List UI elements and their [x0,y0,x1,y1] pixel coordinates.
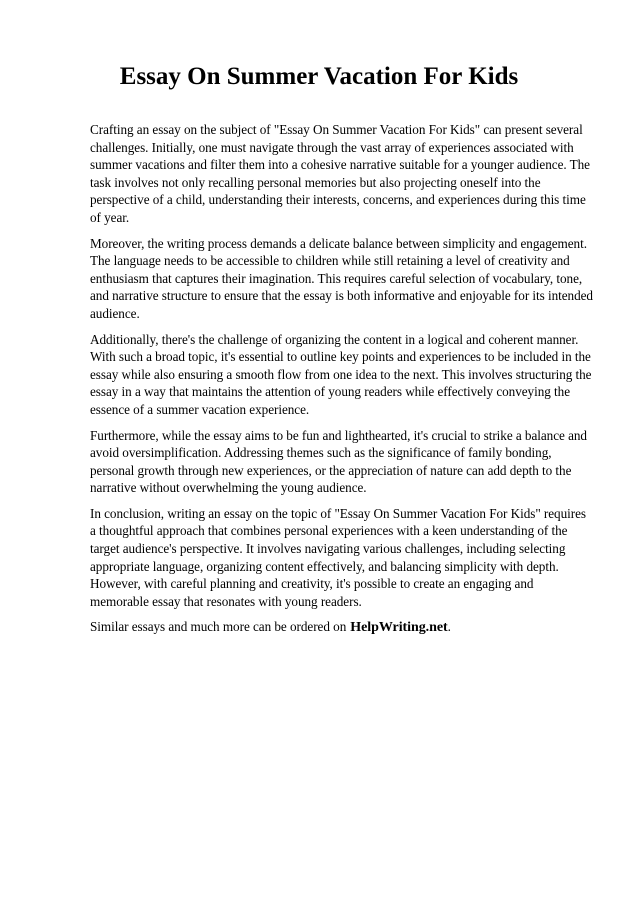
paragraph-4: Furthermore, while the essay aims to be fun and lighthearted, it's crucial to strike a balance and avoid oversimplification. Addressing themes such as the significance of family bonding, personal growth through new experiences, or the appreciation of nature can add depth to the narrative without overwhelming the young audience. [90,427,587,496]
order-note-text: Similar essays and much more can be ordered on [90,619,347,635]
document-title: Essay On Summer Vacation For Kids [119,63,519,90]
order-note [90,618,595,637]
paragraph-5: In conclusion, writing an essay on the topic of "Essay On Summer Vacation For Kids" requires a thoughtful approach that combines personal experiences with a keen understanding of the target audience's perspective. It involves navigating various challenges, including selecting appropriate language, organizing content effectively, and balancing simplicity with depth. However, with careful planning and creativity, it's possible to create an engaging and memorable essay that resonates with young readers. [90,505,586,609]
order-note-period: . [447,619,451,635]
paragraph-3: Additionally, there's the challenge of organizing the content in a logical and coherent manner. With such a broad topic, it's essential to outline key points and experiences to be included in the essay while also ensuring a smooth flow from one idea to the next. This involves structuring the essay in a way that maintains the attention of young readers while effectively conveying the essence of a summer vacation experience. [90,331,592,417]
paragraph-1: Crafting an essay on the subject of "Essay On Summer Vacation For Kids" can present several challenges. Initially, one must navigate through the vast array of experiences associated with summer vacations and filter them into a cohesive narrative suitable for a younger audience. The task involves not only recalling personal memories but also projecting oneself into the perspective of a child, understanding their interests, concerns, and experiences during this time of year. [90,122,590,225]
document-body [90,121,595,645]
paragraph-2: Moreover, the writing process demands a delicate balance between simplicity and engagement. The language needs to be accessible to children while still retaining a level of creativity and enthusiasm that captures their imagination. This requires careful selection of vocabulary, tone, and narrative structure to ensure that the essay is both informative and enjoyable for its intended audience. [90,235,593,321]
helpwriting-link[interactable]: HelpWriting.net [350,620,448,636]
